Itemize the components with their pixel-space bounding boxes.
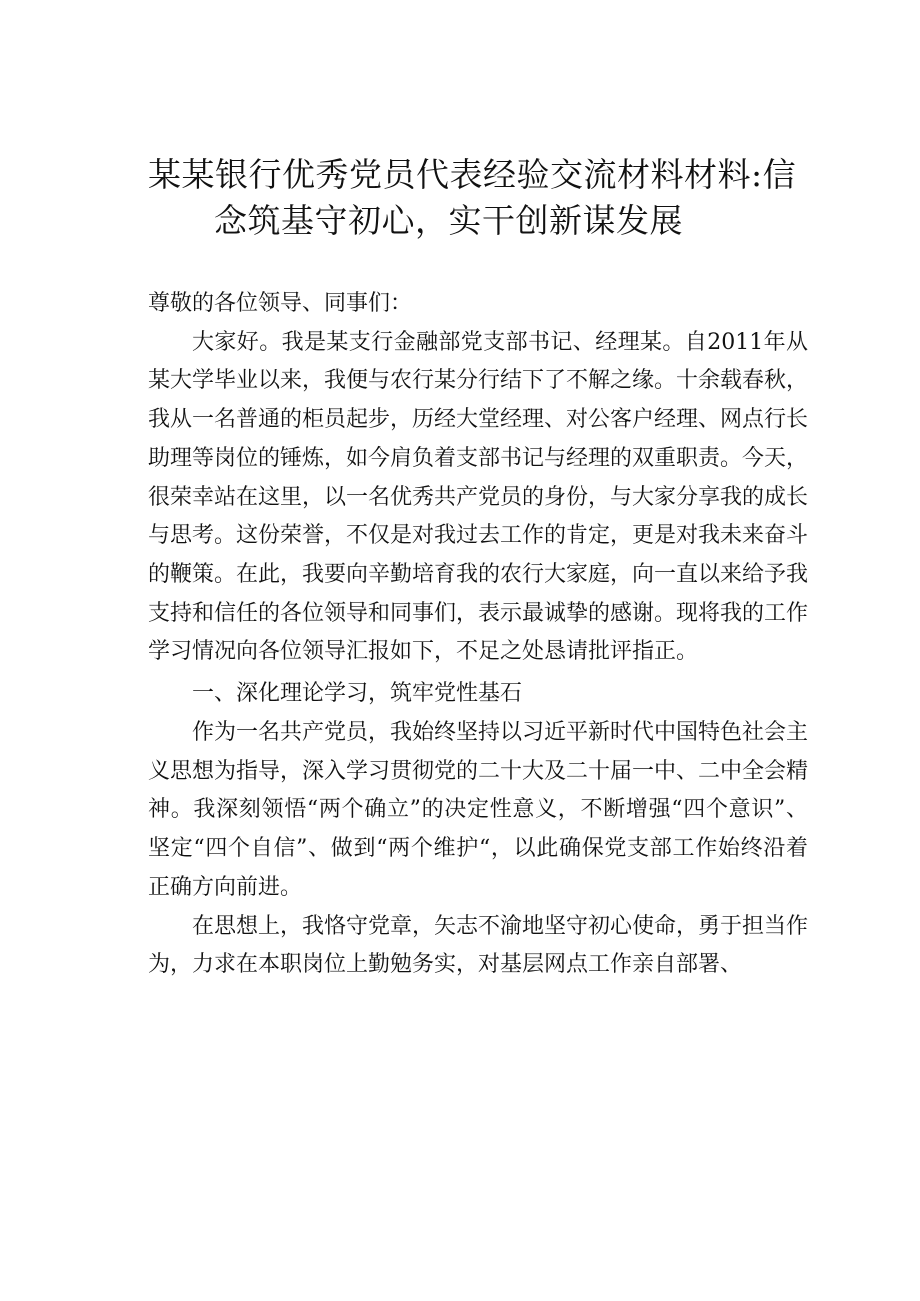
salutation: 尊敬的各位领导、同事们： [148,291,413,316]
section-heading-1: 一、深化理论学习，筑牢党性基石 [192,681,523,707]
title-line-1: 某某银行优秀党员代表经验交流材料材料:信 [148,155,797,194]
paragraph-theory-study: 作为一名共产党员，我始终坚持以习近平新时代中国特色社会主义思想为指导，深入学习贯彻党的二十大及二十届一中、二中全会精神。我深刻领悟“两个确立”的决定性意义，不断增强“四个意识”、坚定“四个自信”、做到“两个维护“，以此确保党支部工作始终沿着正确方向前进。 [148,720,809,900]
document-title [148,152,808,244]
paragraph-intro: 大家好。我是某支行金融部党支部书记、经理某。自2011年从某大学毕业以来，我便与农行某分行结下了不解之缘。十余载春秋，我从一名普通的柜员起步，历经大堂经理、对公客户经理、网点行长助理等岗位的锤炼，如今肩负着支部书记与经理的双重职责。今天，很荣幸站在这里，以一名优秀共产党员的身份，与大家分享我的成长与思考。这份荣誉，不仅是对我过去工作的肯定，更是对我未来奋斗的鞭策。在此，我要向辛勤培育我的农行大家庭，向一直以来给予我支持和信任的各位领导和同事们，表示最诚挚的感谢。现将我的工作学习情况向各位领导汇报如下，不足之处恳请批评指正。 [148,329,809,665]
document-body [148,285,808,985]
title-line-2: 念筑基守初心，实干创新谋发展 [214,201,683,240]
paragraph-ideology: 在思想上，我恪守党章，矢志不渝地坚守初心使命，勇于担当作为，力求在本职岗位上勤勉务实，对基层网点工作亲自部署、 [148,913,809,978]
